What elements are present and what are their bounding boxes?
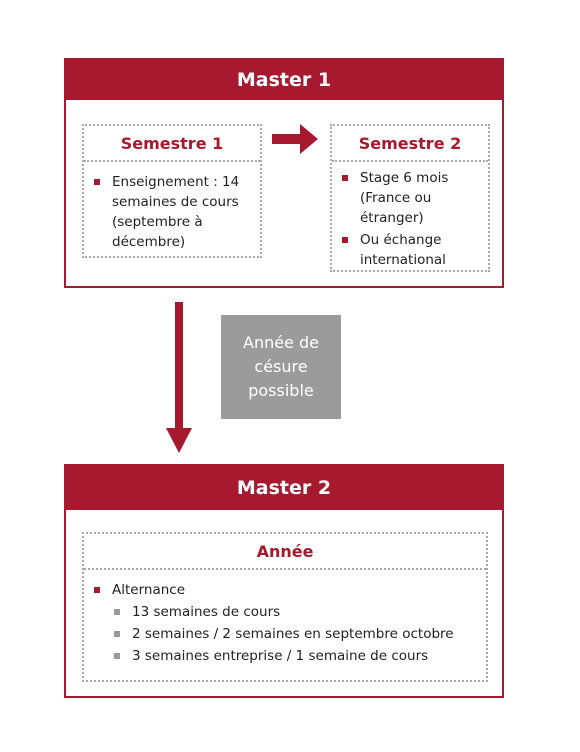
master2-box	[64, 464, 504, 698]
gap-year-label: Année de césure possible	[243, 333, 319, 400]
semester1-box	[82, 124, 262, 258]
square-bullet-icon	[94, 179, 100, 185]
list-item: Alternance 13 semaines de cours 2 semaines / 2 semaines en septembre octobre 3 semaines entreprise / 1 semaine de cours	[92, 580, 480, 666]
year-title: Année	[84, 534, 486, 570]
square-bullet-icon	[342, 237, 348, 243]
master1-box	[64, 58, 504, 288]
year-box	[82, 532, 488, 682]
list-item: 3 semaines entreprise / 1 semaine de cours	[112, 646, 480, 666]
semester2-title: Semestre 2	[332, 126, 488, 162]
gray-square-bullet-icon	[114, 609, 120, 615]
square-bullet-icon	[94, 587, 100, 593]
list-item: 2 semaines / 2 semaines en septembre octobre	[112, 624, 480, 644]
semester1-list	[92, 172, 254, 252]
gap-year-box	[221, 315, 341, 419]
master2-title: Master 2	[66, 466, 502, 510]
list-item: Enseignement : 14 semaines de cours (septembre à décembre)	[92, 172, 254, 252]
arrow-right-icon	[272, 122, 320, 156]
arrow-down-icon	[164, 302, 194, 454]
master1-title: Master 1	[66, 60, 502, 100]
square-bullet-icon	[342, 175, 348, 181]
semester2-list	[340, 168, 482, 270]
semester1-title: Semestre 1	[84, 126, 260, 162]
list-item: Ou échange international	[340, 230, 482, 270]
list-item: Stage 6 mois (France ou étranger)	[340, 168, 482, 228]
semester2-box	[330, 124, 490, 272]
year-sublist	[112, 602, 480, 666]
gray-square-bullet-icon	[114, 653, 120, 659]
year-list	[92, 580, 480, 666]
gray-square-bullet-icon	[114, 631, 120, 637]
list-item: 13 semaines de cours	[112, 602, 480, 622]
